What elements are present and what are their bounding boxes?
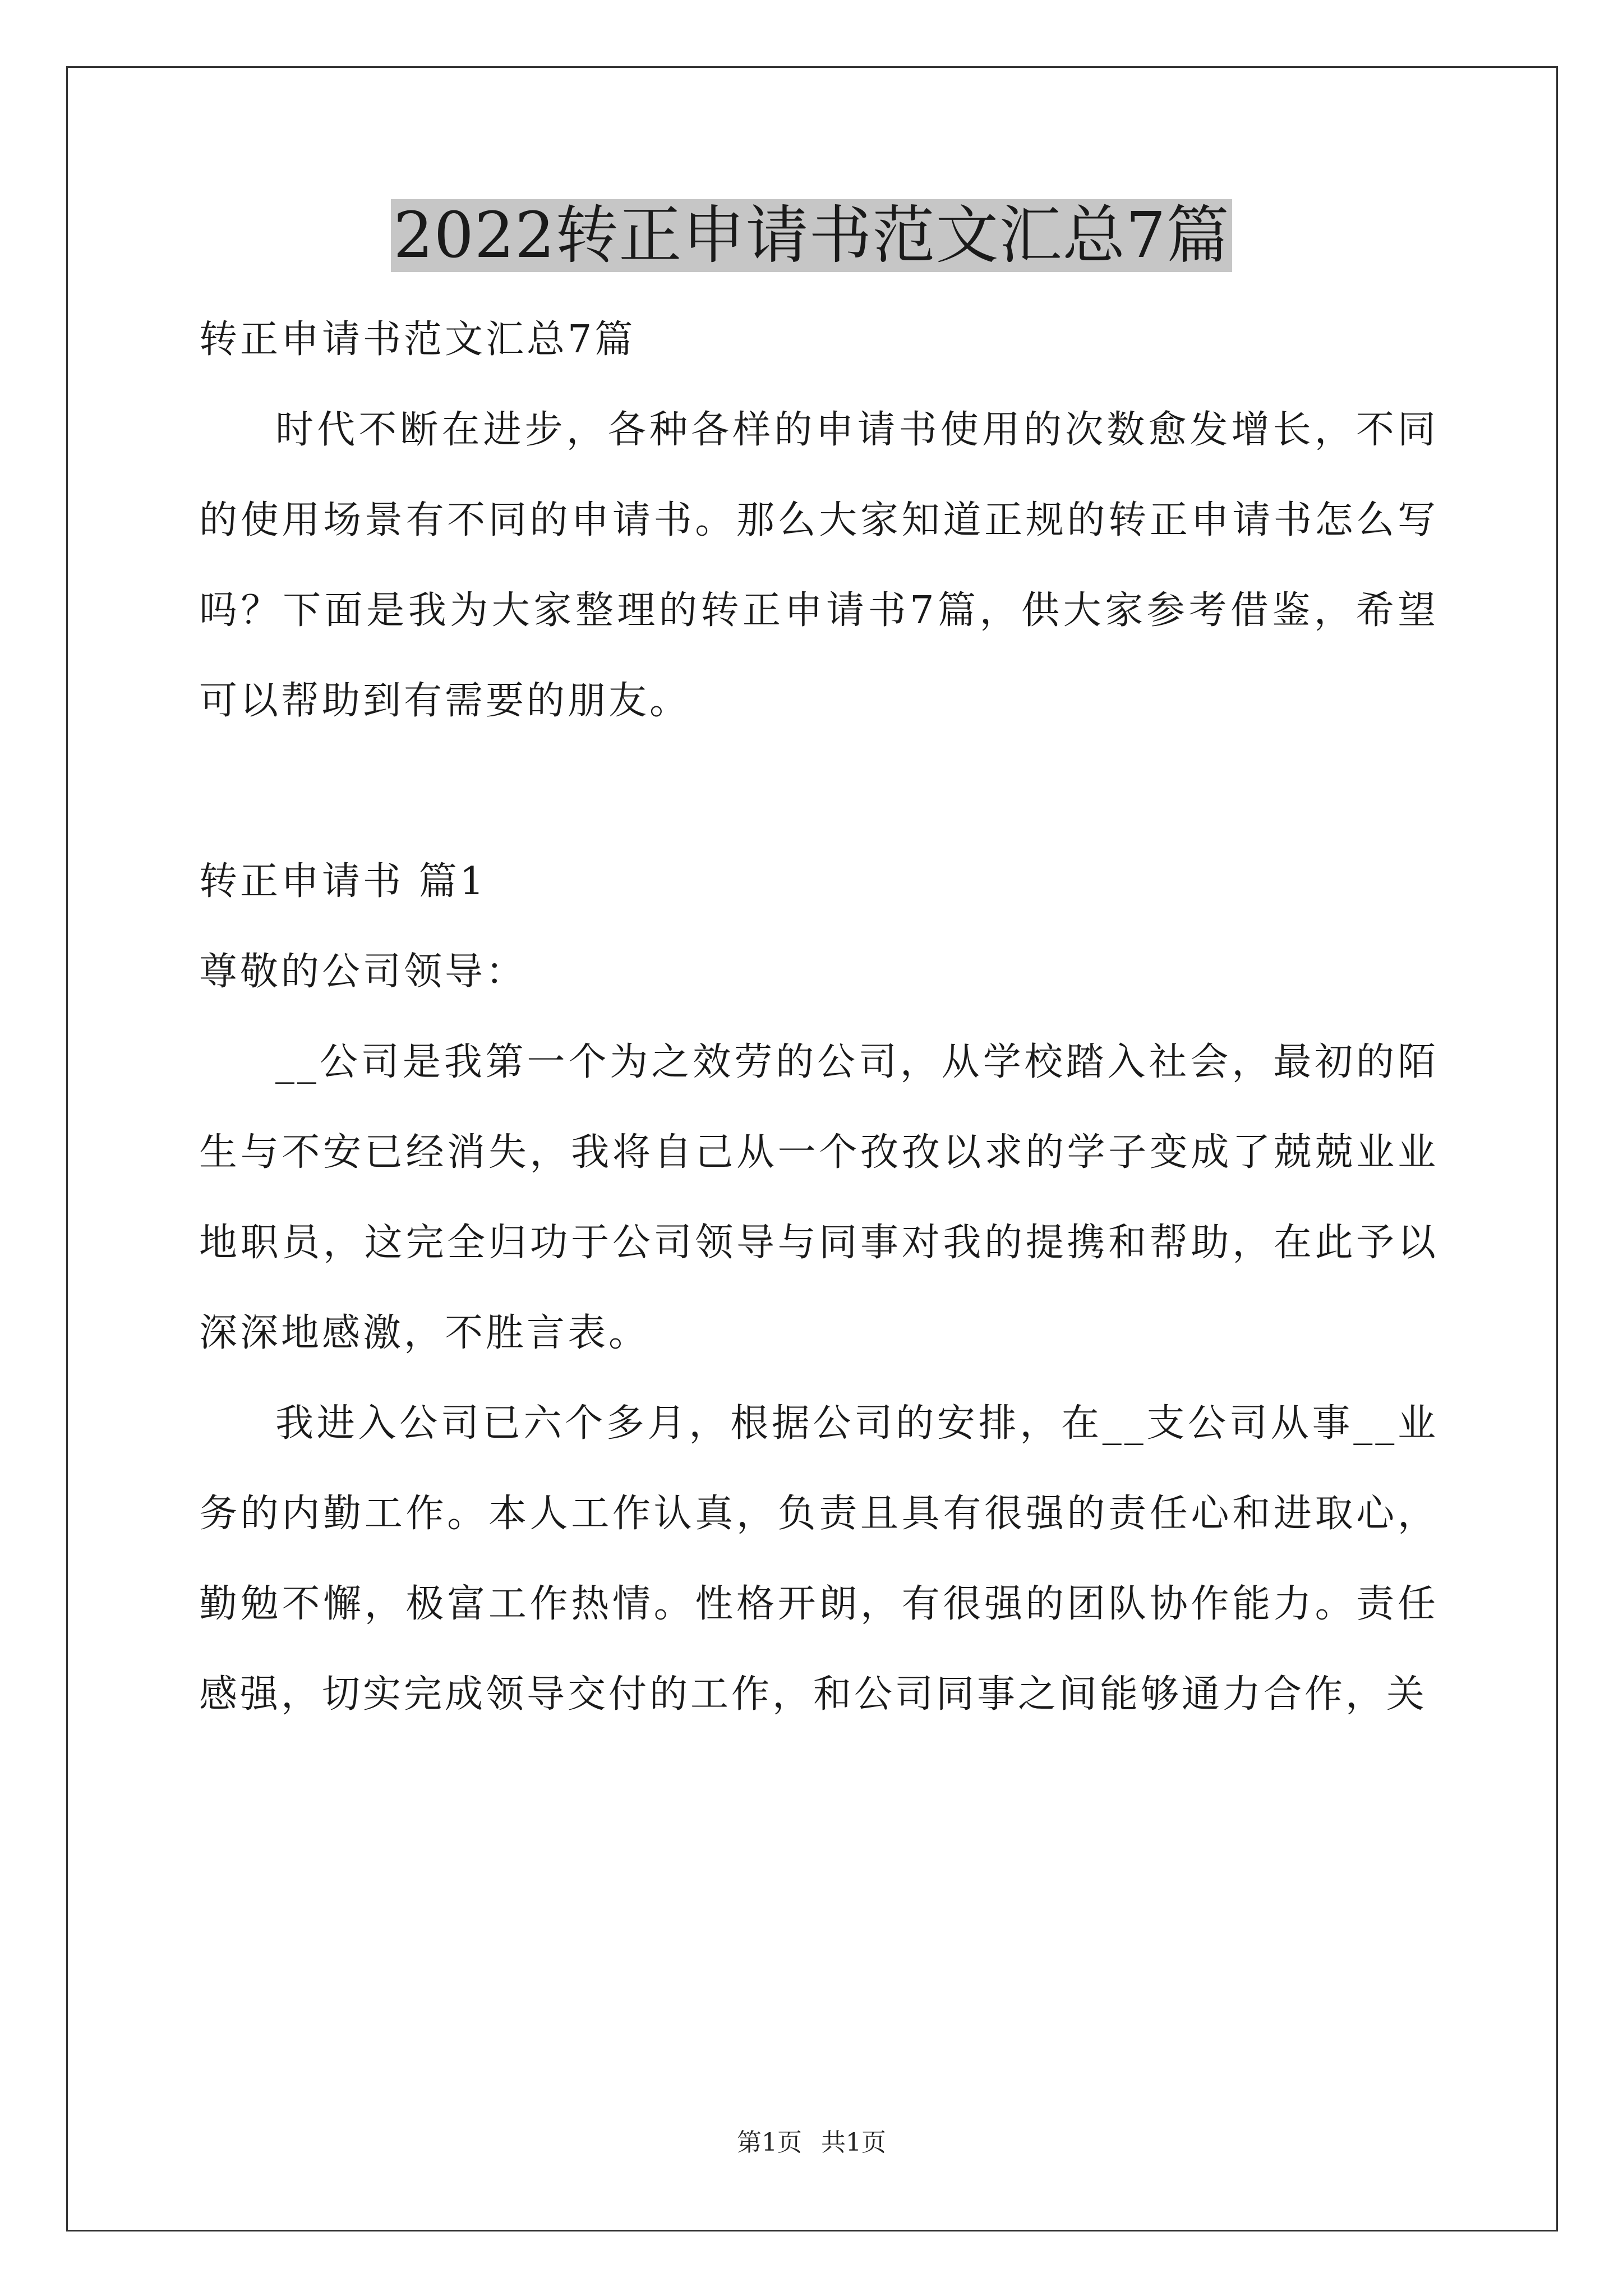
- document-subtitle: 转正申请书范文汇总7篇: [199, 318, 636, 362]
- salutation: 尊敬的公司领导：: [199, 950, 527, 994]
- page-number-current: 第1页: [737, 2128, 802, 2157]
- document-title: [0, 194, 1623, 278]
- section-heading: 转正申请书 篇1: [199, 859, 487, 904]
- intro-paragraph: 时代不断在进步，各种各样的申请书使用的次数愈发增长，不同的使用场景有不同的申请书。那么大家知道正规的转正申请书怎么写吗？下面是我为大家整理的转正申请书7篇，供大家参考借鉴，希望可以帮助到有需要的朋友。: [199, 408, 1438, 723]
- page-footer: [0, 2126, 1623, 2160]
- page-number-total: 共1页: [821, 2128, 886, 2157]
- body-paragraph-2: 我进入公司已六个多月，根据公司的安排，在__支公司从事__业务的内勤工作。本人工作认真，负责且具有很强的责任心和进取心，勤勉不懈，极富工作热情。性格开朗，有很强的团队协作能力。责任感强，切实完成领导交付的工作，和公司同事之间能够通力合作，关: [199, 1401, 1438, 1717]
- document-body: [199, 295, 1438, 1740]
- body-paragraph-1: __公司是我第一个为之效劳的公司，从学校踏入社会，最初的陌生与不安已经消失，我将自己从一个孜孜以求的学子变成了兢兢业业地职员，这完全归功于公司领导与同事对我的提携和帮助，在此予以深深地感激，不胜言表。: [199, 1040, 1438, 1355]
- document-title-text: 2022转正申请书范文汇总7篇: [391, 199, 1232, 272]
